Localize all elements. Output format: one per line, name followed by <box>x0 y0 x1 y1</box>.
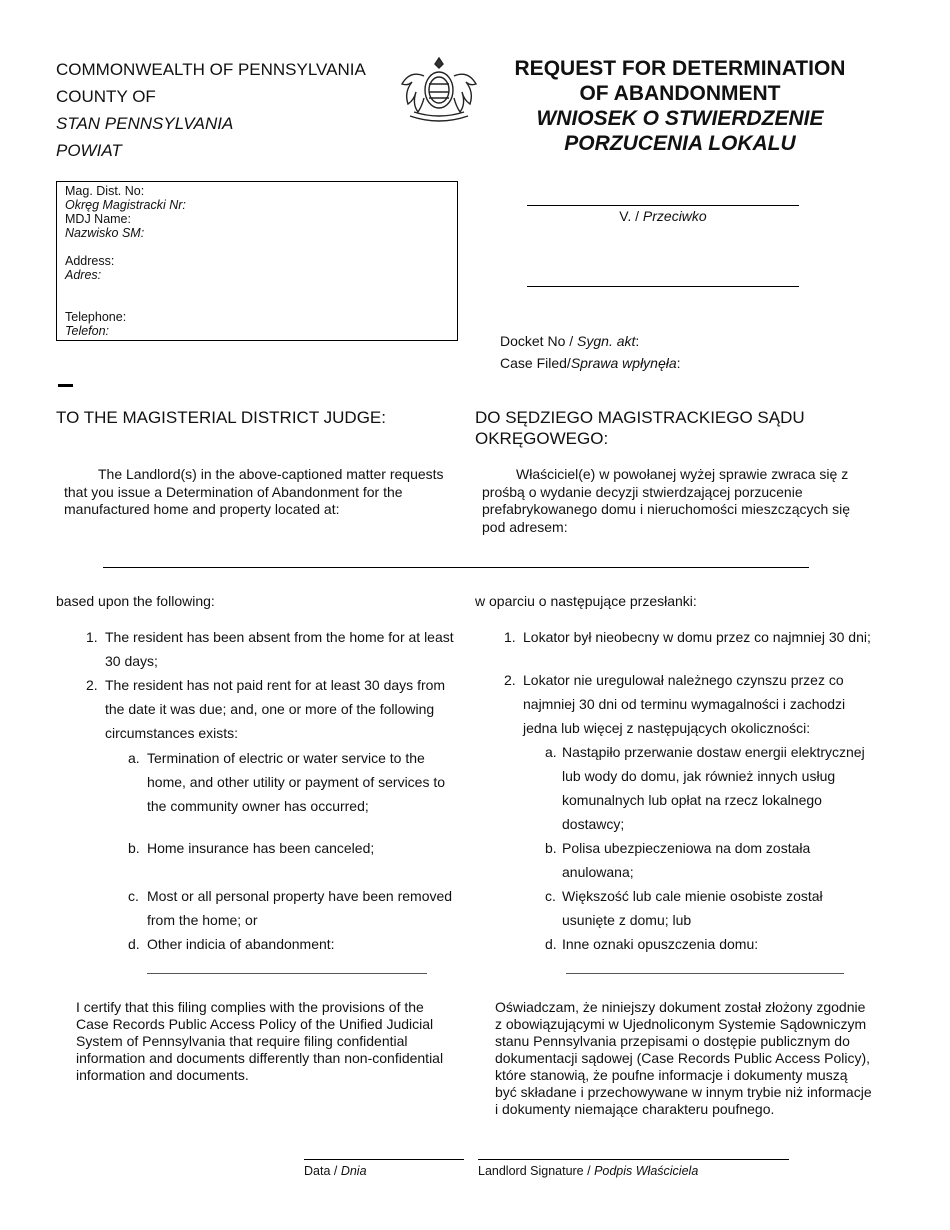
telephone-label-pl: Telefon: <box>65 324 110 338</box>
intro-paragraph-pl: Właściciel(e) w powołanej wyżej sprawie zwraca się z prośbą o wydanie decyzji stwierdzającej porzucenie prefabrykowanego domu i nieruchomości mieszczących się pod adresem: <box>482 466 851 535</box>
powiat-label: POWIAT <box>56 141 122 160</box>
address-label: Address: <box>65 254 115 268</box>
item-text: Most or all personal property have been removed from the home; or <box>147 888 453 928</box>
docket-en: Docket No / <box>500 333 578 349</box>
list-item <box>504 668 858 740</box>
telephone-label: Telephone: <box>65 310 127 324</box>
list-item <box>545 884 852 932</box>
court-info-box <box>56 181 458 341</box>
filed-colon: : <box>676 355 681 371</box>
landlord-signature-label <box>478 1164 698 1178</box>
based-upon-label-pl: w oparciu o następujące przesłanki: <box>475 593 697 609</box>
versus-label <box>527 208 799 224</box>
based-upon-label: based upon the following: <box>56 593 215 609</box>
list-item <box>545 740 872 836</box>
item-text: Większość lub cale mienie osobiste został usunięte z domu; lub <box>562 888 823 928</box>
title-en-line1: REQUEST FOR DETERMINATION <box>514 57 846 80</box>
mag-dist-label-pl: Okręg Magistracki Nr: <box>65 198 186 212</box>
mag-dist-label: Mag. Dist. No: <box>65 184 145 198</box>
item-letter: a. <box>545 744 557 760</box>
list-item <box>128 932 457 956</box>
item-text: Other indicia of abandonment: <box>147 936 335 952</box>
list-item <box>545 836 862 884</box>
certification-paragraph-pl: Oświadczam, że niniejszy dokument został złożony zgodnie z obowiązującymi w Ujednoliconym Systemie Sądowniczym stanu Pennsylvania przepisami o dostępie publicznym do dokumentacji sądowej (Case Records Public Access Policy), które stanowią, że poufne informacje i dokumenty muszą być składane i przechowywane w innym trybie niż informacje i dokumenty niemające charakteru poufnego. <box>495 999 872 1117</box>
other-indicia-line-pl[interactable] <box>566 973 844 974</box>
item-number: 2. <box>86 677 98 693</box>
versus-en: V. / <box>619 208 643 224</box>
other-indicia-line[interactable] <box>147 973 427 974</box>
commonwealth-label: COMMONWEALTH OF PENNSYLVANIA <box>56 60 366 79</box>
item-letter: c. <box>128 888 139 904</box>
to-judge-heading-pl: DO SĘDZIEGO MAGISTRACKIEGO SĄDU OKRĘGOWEGO: <box>475 408 805 448</box>
title-en-line2: OF ABANDONMENT <box>579 82 781 105</box>
county-label: COUNTY OF <box>56 87 156 106</box>
stan-label: STAN PENNSYLVANIA <box>56 114 234 133</box>
form-title <box>500 56 860 156</box>
title-pl-line2: PORZUCENIA LOKALU <box>564 132 796 155</box>
landlord-signature-line[interactable] <box>478 1159 789 1160</box>
list-item <box>86 625 457 673</box>
item-text: Lokator był nieobecny w domu przez co najmniej 30 dni; <box>523 629 871 645</box>
versus-pl: Przeciwko <box>642 208 707 224</box>
list-item <box>504 625 875 649</box>
mdj-name-label-pl: Nazwisko SM: <box>65 226 145 240</box>
landlord-en: Landlord Signature / <box>478 1164 595 1178</box>
criteria-list-pl <box>504 625 875 649</box>
list-item <box>128 836 457 860</box>
title-pl-line1: WNIOSEK O STWIERDZENIE <box>536 107 824 130</box>
item-letter: c. <box>545 888 556 904</box>
date-pl: Dnia <box>340 1164 367 1178</box>
item-text: Inne oznaki opuszczenia domu: <box>562 936 759 952</box>
list-item <box>128 746 457 818</box>
filed-en: Case Filed/ <box>500 355 571 371</box>
item-number: 1. <box>504 629 516 645</box>
docket-colon: : <box>635 333 640 349</box>
item-text: Lokator nie uregulował należnego czynszu przez co najmniej 30 dni od terminu wymagalności i zachodzi jedna lub więcej z następujących okoliczności: <box>523 672 846 736</box>
intro-paragraph: The Landlord(s) in the above-captioned matter requests that you issue a Determination of Abandonment for the manufactured home and property located at: <box>64 466 444 517</box>
item-number: 2. <box>504 672 516 688</box>
date-label <box>304 1164 367 1178</box>
to-judge-heading: TO THE MAGISTERIAL DISTRICT JUDGE: <box>56 408 386 427</box>
item-text: Polisa ubezpieczeniowa na dom została anulowana; <box>562 840 811 880</box>
docket-number-label <box>500 333 639 349</box>
list-item <box>86 673 457 745</box>
docket-pl: Sygn. akt <box>577 333 636 349</box>
criteria-list <box>86 625 457 745</box>
item-letter: a. <box>128 750 140 766</box>
item-text: The resident has been absent from the home for at least 30 days; <box>105 629 454 669</box>
filed-pl: Sprawa wpłynęła <box>570 355 677 371</box>
sub-criteria-list <box>128 746 457 818</box>
defendant-line[interactable] <box>527 286 799 287</box>
item-text: The resident has not paid rent for at least 30 days from the date it was due; and, one or more of the following circumstances exists: <box>105 677 446 741</box>
item-letter: d. <box>545 936 557 952</box>
jurisdiction-header <box>56 56 366 164</box>
item-text: Termination of electric or water service to the home, and other utility or payment of services to the community owner has occurred; <box>147 750 446 814</box>
item-letter: d. <box>128 936 140 952</box>
list-item <box>128 884 457 932</box>
item-letter: b. <box>545 840 557 856</box>
dash-mark <box>58 384 73 387</box>
list-item <box>545 932 862 956</box>
date-line[interactable] <box>304 1159 464 1160</box>
pennsylvania-seal-icon <box>396 54 482 126</box>
landlord-pl: Podpis Właściciela <box>594 1164 699 1178</box>
plaintiff-line[interactable] <box>527 205 799 206</box>
property-address-line[interactable] <box>103 567 809 568</box>
date-en: Data / <box>304 1164 341 1178</box>
case-filed-label <box>500 355 681 371</box>
item-letter: b. <box>128 840 140 856</box>
mdj-name-label: MDJ Name: <box>65 212 131 226</box>
address-label-pl: Adres: <box>65 268 102 282</box>
item-text: Home insurance has been canceled; <box>147 840 375 856</box>
certification-paragraph: I certify that this filing complies with the provisions of the Case Records Public Access Policy of the Unified Judicial System of Pennsylvania that require filing confidential information and documents differently than non-confidential information and documents. <box>76 999 444 1083</box>
item-text: Nastąpiło przerwanie dostaw energii elektrycznej lub wody do domu, jak również innych usług komunalnych lub opłat na rzecz lokalnego dostawcy; <box>562 744 865 832</box>
item-number: 1. <box>86 629 98 645</box>
